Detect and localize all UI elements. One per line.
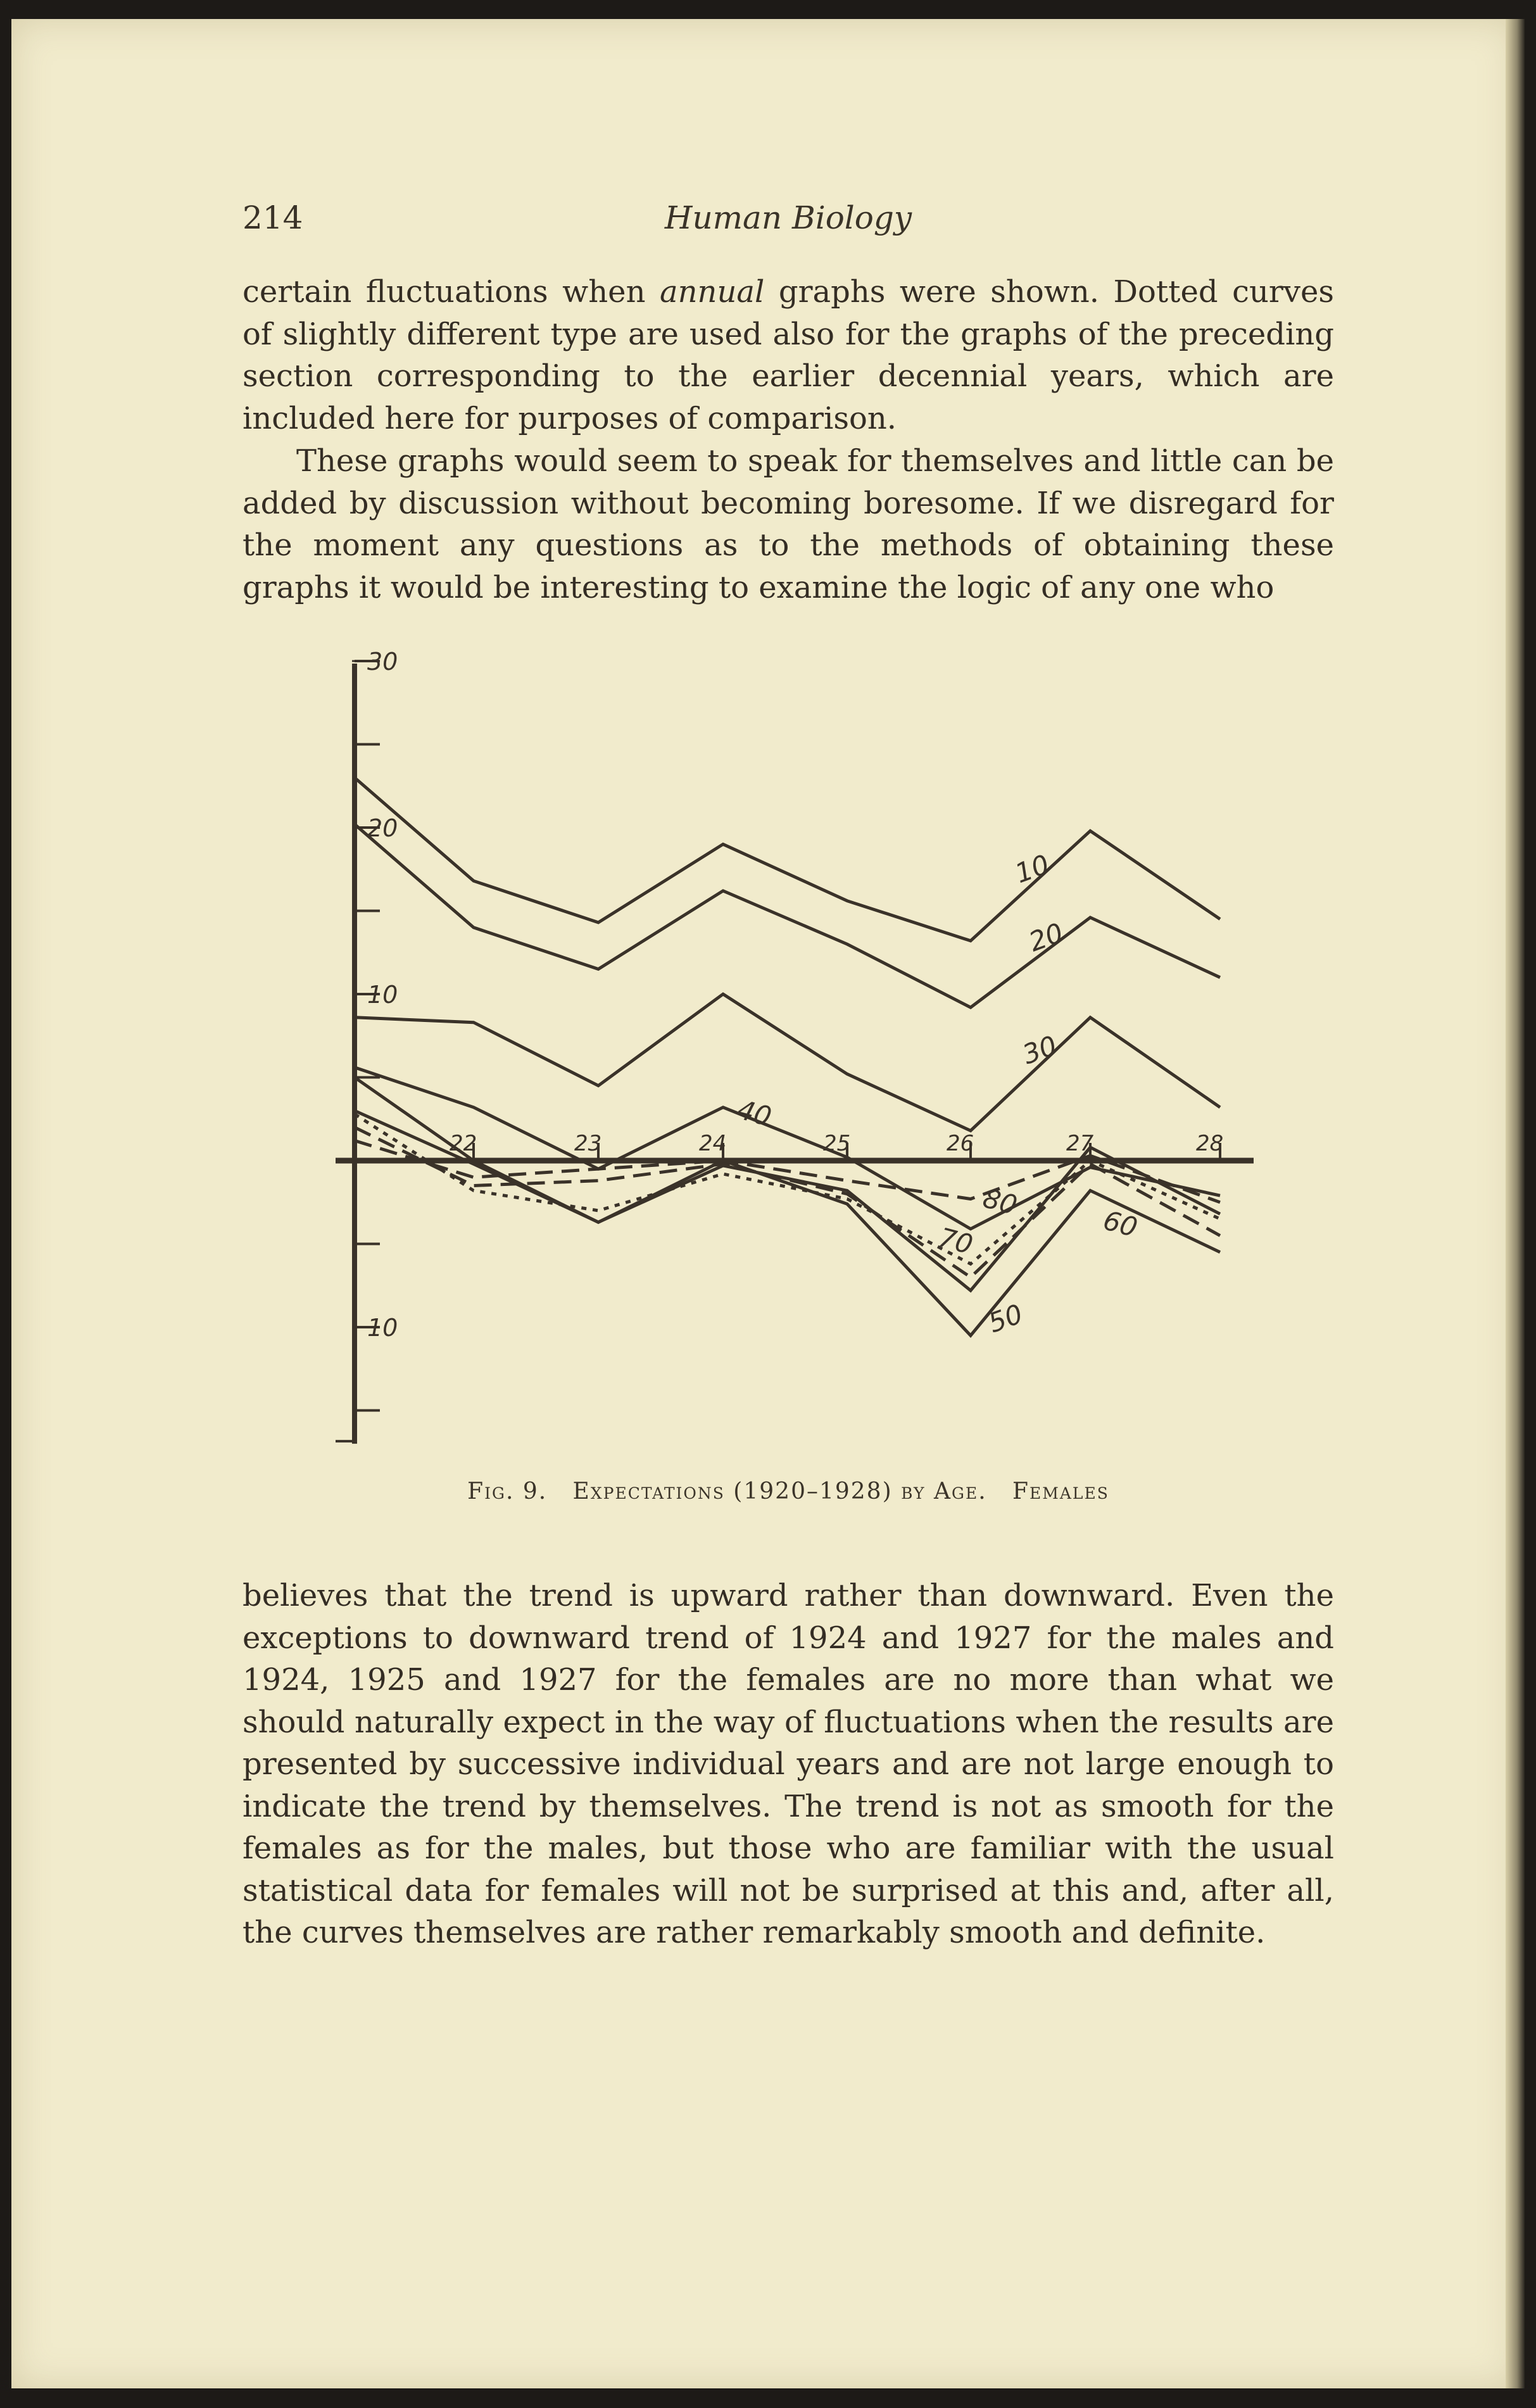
series-line-20	[355, 824, 1220, 1007]
x-tick-label: 25	[823, 1131, 851, 1156]
page-edge	[1506, 19, 1525, 2388]
page-header	[242, 199, 1334, 244]
figure-9	[310, 643, 1285, 1472]
x-tick-label: 22	[450, 1131, 477, 1156]
paragraph-2-text: These graphs would seem to speak for themselves and little can be added by discussion without becoming boresome. If we disregard for the moment any questions as to the methods of obtaining these graphs it would be interesting to examine the logic of any one who	[242, 443, 1334, 605]
paragraph-3	[242, 1575, 1334, 1954]
paragraph-2	[242, 440, 1334, 608]
series-label-60: 60	[1100, 1204, 1141, 1244]
x-tick-label: 27	[1066, 1131, 1094, 1156]
series-label-10: 10	[1010, 848, 1054, 890]
paragraph-1	[242, 271, 1334, 439]
series-label-30: 30	[1018, 1030, 1061, 1071]
caption-fig: Fig. 9.	[467, 1478, 548, 1504]
expectations-chart	[310, 643, 1285, 1472]
series-line-30	[355, 994, 1220, 1131]
y-tick-label: 30	[367, 648, 398, 676]
series-label-50: 50	[984, 1298, 1027, 1339]
series-label-70: 70	[935, 1221, 976, 1261]
x-tick-label: 23	[574, 1131, 602, 1156]
emphasis-annual: annual	[660, 274, 765, 310]
x-tick-label: 28	[1196, 1131, 1224, 1156]
caption-by: by	[901, 1478, 926, 1504]
series-line-50	[355, 1078, 1220, 1336]
x-tick-label: 24	[699, 1131, 727, 1156]
series-label-40: 40	[734, 1094, 775, 1133]
running-title: Human Biology	[664, 199, 912, 236]
paragraph-1-text-a: certain fluctuations when	[242, 274, 660, 310]
caption-age: Age.	[933, 1478, 987, 1504]
caption-sex: Females	[1012, 1478, 1109, 1504]
series-label-80: 80	[979, 1182, 1021, 1221]
caption-title: Expectations (1920–1928)	[572, 1478, 893, 1504]
y-tick-label: 10	[367, 981, 398, 1009]
figure-caption	[242, 1478, 1334, 1504]
paragraph-3-text: believes that the trend is upward rather than downward. Even the exceptions to downward trend of 1924 and 1927 for the males and 1924, 1925 and 1927 for the females are no more than what we should naturally expect in the way of fluctuations when the results are presented by successive individual years and are not large enough to indicate the trend by themselves. The trend is not as smooth for the females as for the males, but those who are familiar with the usual statistical data for females will not be surprised at this and, after all, the curves themselves are rather remarkably smooth and definite.	[242, 1578, 1334, 1950]
series-label-20: 20	[1024, 917, 1067, 958]
paragraph-1-text-b: graphs were shown. Dotted curves of slightly different type are used also for the graphs of the preceding section corresponding to the earlier decennial years, which are included here for purposes of comparison.	[242, 274, 1335, 436]
x-tick-label: 26	[947, 1131, 974, 1156]
y-tick-label: 10	[367, 1314, 398, 1342]
y-tick-label: 20	[367, 814, 398, 842]
page-number: 214	[242, 199, 303, 236]
